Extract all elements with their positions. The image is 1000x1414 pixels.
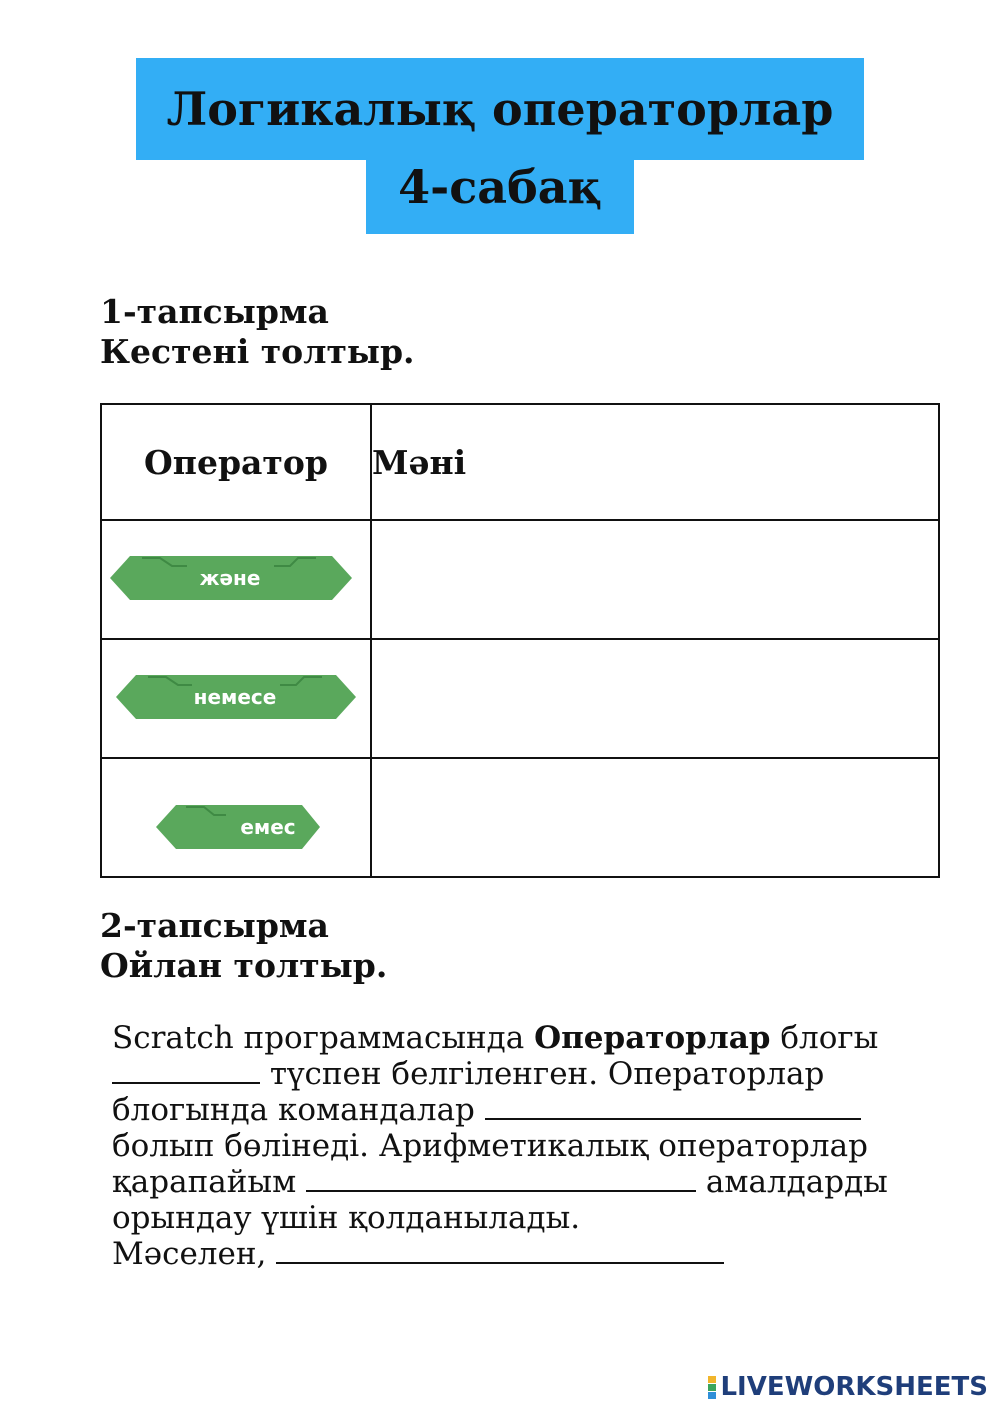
header-meaning: Мәні: [371, 404, 939, 520]
not-block-label: емес: [240, 815, 296, 839]
answer-cell-or[interactable]: [371, 639, 939, 758]
answer-cell-and[interactable]: [371, 520, 939, 639]
operator-cell: [101, 639, 371, 758]
task-1-title: 1-тапсырма: [100, 292, 329, 331]
logo-text: LIVEWORKSHEETS: [720, 1372, 988, 1402]
paragraph-line: қарапайым амалдарды: [112, 1164, 888, 1200]
operator-cell: [101, 758, 371, 877]
paragraph-line: Scratch программасында Операторлар блогы: [112, 1020, 879, 1056]
or-block: [102, 640, 372, 753]
header-operator: Оператор: [101, 404, 371, 520]
and-block-label: және: [199, 566, 261, 590]
lesson-banner: [366, 140, 634, 234]
or-block-label: немесе: [193, 685, 277, 709]
task-2-instruction: Ойлан толтыр.: [100, 946, 388, 985]
logo-icon: [708, 1376, 716, 1399]
table-header-row: [101, 404, 939, 520]
liveworksheets-logo: [708, 1372, 988, 1402]
table-row: [101, 520, 939, 639]
paragraph-line: блогында командалар: [112, 1092, 912, 1128]
task-1-heading: [100, 292, 415, 372]
table-row: [101, 639, 939, 758]
paragraph-line: түспен белгіленген. Операторлар: [112, 1056, 912, 1092]
blank-color[interactable]: [112, 1056, 260, 1084]
task-2-heading: [100, 906, 387, 986]
fill-in-paragraph: [112, 1020, 912, 1272]
and-block: [102, 521, 372, 634]
table-row: [101, 758, 939, 877]
blank-arithmetic[interactable]: [306, 1164, 696, 1192]
answer-cell-not[interactable]: [371, 758, 939, 877]
operator-table: [100, 403, 940, 878]
paragraph-line: Мәселен,: [112, 1236, 912, 1272]
task-1-instruction: Кестені толтыр.: [100, 332, 415, 371]
task-2-title: 2-тапсырма: [100, 906, 329, 945]
page-title: Логикалық операторлар: [166, 82, 834, 136]
operator-cell: [101, 520, 371, 639]
blank-command-groups[interactable]: [485, 1092, 861, 1120]
paragraph-line: болып бөлінеді. Арифметикалық операторлар: [112, 1128, 868, 1164]
not-block: [102, 759, 372, 872]
blank-example[interactable]: [276, 1236, 724, 1264]
lesson-number: 4-сабақ: [398, 160, 602, 214]
paragraph-line: орындау үшін қолданылады.: [112, 1200, 581, 1236]
operators-term: Операторлар: [534, 1020, 771, 1056]
